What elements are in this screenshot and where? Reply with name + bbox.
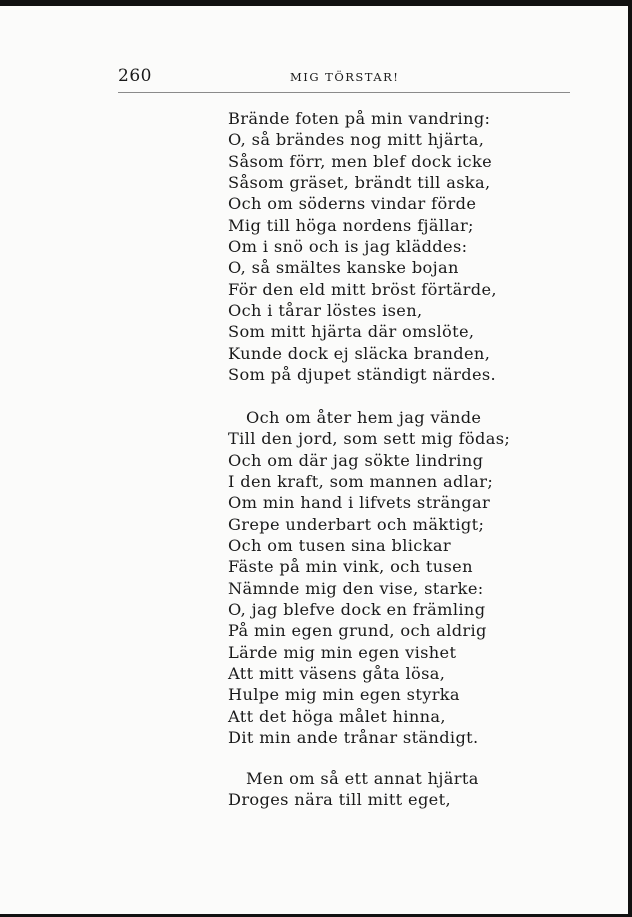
poem-line: Och om åter hem jag vände: [246, 408, 482, 427]
poem-line: Och om tusen sina blickar: [228, 536, 451, 556]
running-title: MIG TÖRSTAR!: [290, 70, 400, 84]
page-header: [118, 66, 570, 90]
poem-line: Som mitt hjärta där omslöte,: [228, 322, 475, 342]
poem-line: Fäste på min vink, och tusen: [228, 557, 473, 577]
poem-line: Men om så ett annat hjärta: [246, 769, 479, 788]
poem-line: Att mitt väsens gåta lösa,: [228, 664, 446, 684]
poem-line: På min egen grund, och aldrig: [228, 621, 487, 641]
poem-line: Såsom förr, men blef dock icke: [228, 151, 493, 171]
poem-line: O, jag blefve dock en främling: [228, 600, 486, 620]
page-number: 260: [118, 66, 152, 86]
poem-stanza-2: [228, 407, 510, 749]
poem-line: Om i snö och is jag kläddes:: [228, 237, 468, 257]
poem-line: Och om söderns vindar förde: [228, 194, 477, 214]
poem-line: Att det höga målet hinna,: [228, 706, 446, 726]
poem-line: Såsom gräset, brändt till aska,: [228, 173, 491, 193]
header-rule: [118, 92, 570, 93]
poem-line: O, så brändes nog mitt hjärta,: [228, 130, 485, 150]
poem-line: För den eld mitt bröst förtärde,: [228, 279, 497, 299]
poem-line: Lärde mig min egen vishet: [228, 642, 457, 662]
poem-stanza-1: [228, 108, 497, 385]
poem-line: Till den jord, som sett mig födas;: [228, 429, 511, 449]
poem-line: Dit min ande trånar ständigt.: [228, 728, 479, 748]
poem-line: Som på djupet ständigt närdes.: [228, 365, 497, 385]
poem-line: Och i tårar löstes isen,: [228, 301, 423, 321]
poem-line: Hulpe mig min egen styrka: [228, 685, 460, 705]
poem-line: Mig till höga nordens fjällar;: [228, 215, 474, 235]
poem-line: I den kraft, som mannen adlar;: [228, 472, 494, 492]
poem-line: Kunde dock ej släcka branden,: [228, 343, 491, 363]
poem-line: Droges nära till mitt eget,: [228, 790, 451, 810]
poem-line: O, så smältes kanske bojan: [228, 258, 459, 278]
poem-line: Nämnde mig den vise, starke:: [228, 578, 484, 598]
poem-line: Brände foten på min vandring:: [228, 109, 491, 128]
poem-line: Och om där jag sökte lindring: [228, 450, 484, 470]
poem-stanza-3: [228, 768, 479, 811]
scan-border-top: [0, 0, 632, 6]
scan-border-right: [628, 0, 632, 917]
poem-line: Om min hand i lifvets strängar: [228, 493, 491, 513]
poem-line: Grepe underbart och mäktigt;: [228, 514, 485, 534]
